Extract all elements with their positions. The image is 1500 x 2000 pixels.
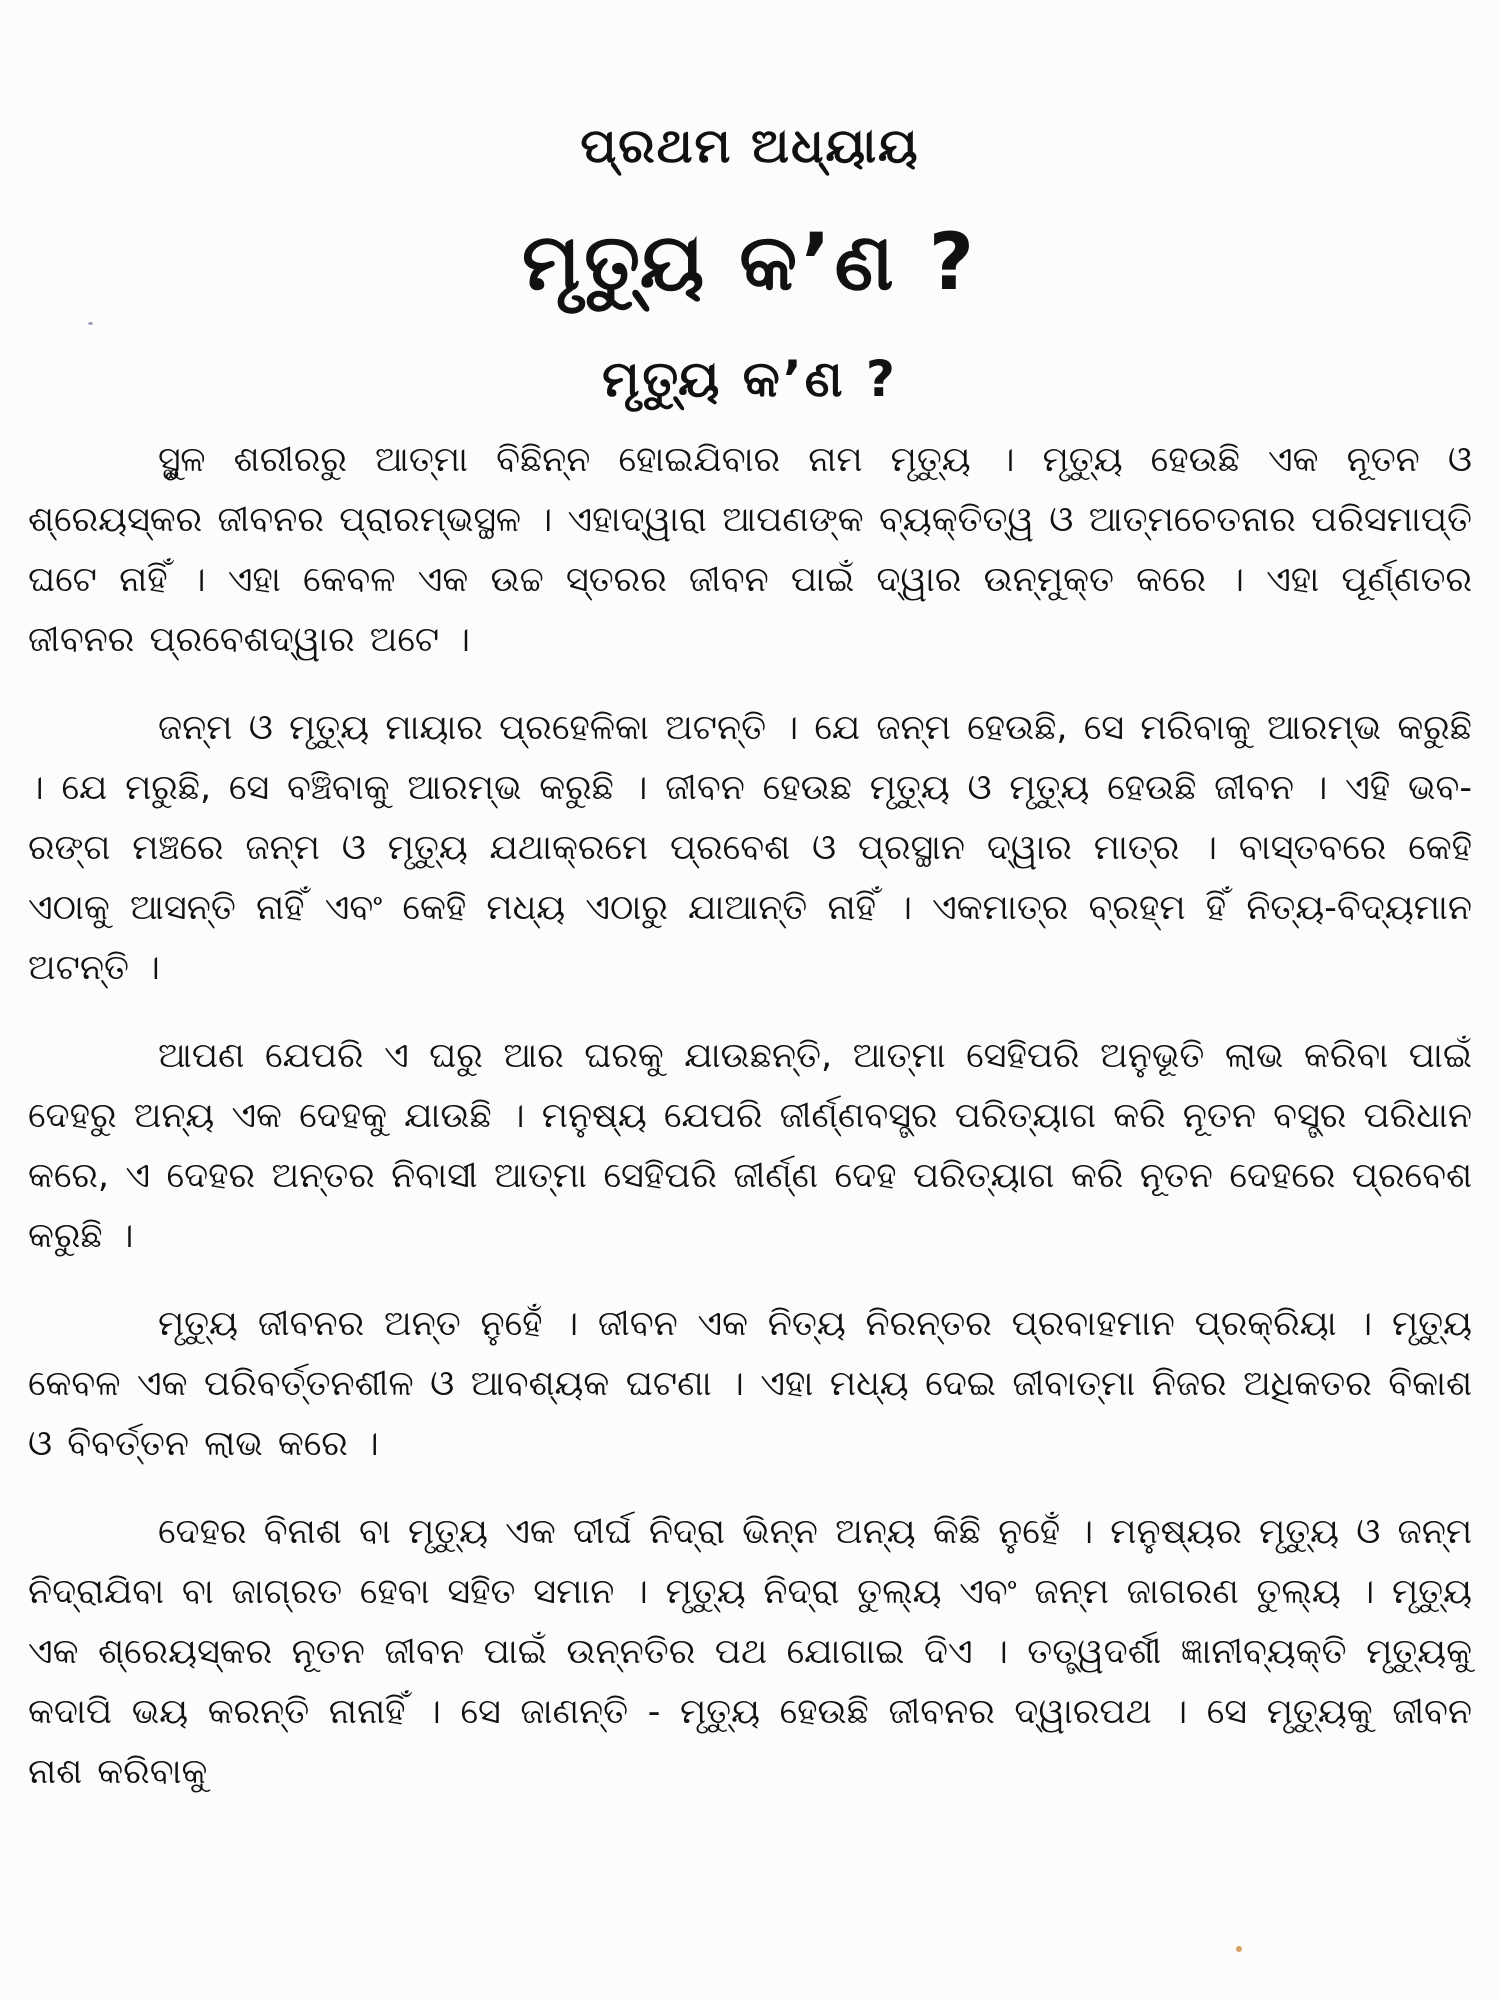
- paragraph: ସ୍ଥୁଳ ଶରୀରରୁ ଆତ୍ମା ବିଛିନ୍ନ ହୋଇଯିବାର ନାମ ମୃତ୍ୟୁ । ମୃତ୍ୟୁ ହେଉଛି ଏକ ନୂତନ ଓ ଶ୍ରେୟସ୍କର ଜୀବନର ପ୍ରାରମ୍ଭସ୍ଥଳ । ଏହାଦ୍ୱାରା ଆପଣଙ୍କ ବ୍ୟକ୍ତିତ୍ୱ ଓ ଆତ୍ମଚେତନାର ପରିସମାପ୍ତି ଘଟେ ନାହିଁ । ଏହା କେବଳ ଏକ ଉଚ୍ଚ ସ୍ତରର ଜୀବନ ପାଇଁ ଦ୍ୱାର ଉନ୍ମୁକ୍ତ କରେ । ଏହା ପୂର୍ଣ୍ଣତର ଜୀବନର ପ୍ରବେଶଦ୍ୱାର ଅଟେ ।: [28, 440, 1472, 660]
- body-text: [28, 430, 1472, 1830]
- paper-speck: [1236, 1946, 1242, 1952]
- section-title: ମୃତ୍ୟୁ କ’ଣ ?: [602, 350, 898, 408]
- paragraph: ଆପଣ ଯେପରି ଏ ଘରୁ ଆର ଘରକୁ ଯାଉଛନ୍ତି, ଆତ୍ମା ସେହିପରି ଅନୁଭୂତି ଲାଭ କରିବା ପାଇଁ ଦେହରୁ ଅନ୍ୟ ଏକ ଦେହକୁ ଯାଉଛି । ମନୁଷ୍ୟ ଯେପରି ଜୀର୍ଣ୍ଣବସ୍ତ୍ର ପରିତ୍ୟାଗ କରି ନୂତନ ବସ୍ତ୍ର ପରିଧାନ କରେ, ଏ ଦେହର ଅନ୍ତର ନିବାସୀ ଆତ୍ମା ସେହିପରି ଜୀର୍ଣ୍ଣ ଦେହ ପରିତ୍ୟାଗ କରି ନୂତନ ଦେହରେ ପ୍ରବେଶ କରୁଛି ।: [28, 1036, 1472, 1256]
- paragraph: ମୃତ୍ୟୁ ଜୀବନର ଅନ୍ତ ନୁହେଁ । ଜୀବନ ଏକ ନିତ୍ୟ ନିରନ୍ତର ପ୍ରବାହମାନ ପ୍ରକ୍ରିୟା । ମୃତ୍ୟୁ କେବଳ ଏକ ପରିବର୍ତ୍ତନଶୀଳ ଓ ଆବଶ୍ୟକ ଘଟଣା । ଏହା ମଧ୍ୟ ଦେଇ ଜୀବାତ୍ମା ନିଜର ଅଧିକତର ବିକାଶ ଓ ବିବର୍ତ୍ତନ ଲାଭ କରେ ।: [28, 1304, 1472, 1464]
- paragraph: ଜନ୍ମ ଓ ମୃତ୍ୟୁ ମାୟାର ପ୍ରହେଳିକା ଅଟନ୍ତି । ଯେ ଜନ୍ମ ହେଉଛି, ସେ ମରିବାକୁ ଆରମ୍ଭ କରୁଛି । ଯେ ମରୁଛି, ସେ ବଞ୍ଚିବାକୁ ଆରମ୍ଭ କରୁଛି । ଜୀବନ ହେଉଛ ମୃତ୍ୟୁ ଓ ମୃତ୍ୟୁ ହେଉଛି ଜୀବନ । ଏହି ଭବ-ରଙ୍ଗ ମଞ୍ଚରେ ଜନ୍ମ ଓ ମୃତ୍ୟୁ ଯଥାକ୍ରମେ ପ୍ରବେଶ ଓ ପ୍ରସ୍ଥାନ ଦ୍ୱାର ମାତ୍ର । ବାସ୍ତବରେ କେହି ଏଠାକୁ ଆସନ୍ତି ନାହିଁ ଏବଂ କେହି ମଧ୍ୟ ଏଠାରୁ ଯାଆନ୍ତି ନାହିଁ । ଏକମାତ୍ର ବ୍ରହ୍ମ ହିଁ ନିତ୍ୟ-ବିଦ୍ୟମାନ ଅଟନ୍ତି ।: [28, 708, 1472, 988]
- chapter-label: ପ୍ରଥମ ଅଧ୍ୟାୟ: [580, 118, 920, 174]
- chapter-title: ମୃତ୍ୟୁ କ’ଣ ?: [521, 218, 979, 308]
- paragraph: ଦେହର ବିନାଶ ବା ମୃତ୍ୟୁ ଏକ ଦୀର୍ଘ ନିଦ୍ରା ଭିନ୍ନ ଅନ୍ୟ କିଛି ନୁହେଁ । ମନୁଷ୍ୟର ମୃତ୍ୟୁ ଓ ଜନ୍ମ ନିଦ୍ରାଯିବା ବା ଜାଗ୍ରତ ହେବା ସହିତ ସମାନ । ମୃତ୍ୟୁ ନିଦ୍ରା ତୁଲ୍ୟ ଏବଂ ଜନ୍ମ ଜାଗରଣ ତୁଲ୍ୟ । ମୃତ୍ୟୁ ଏକ ଶ୍ରେୟସ୍କର ନୂତନ ଜୀବନ ପାଇଁ ଉନ୍ନତିର ପଥ ଯୋଗାଇ ଦିଏ । ତତ୍ତ୍ୱଦର୍ଶୀ ଜ୍ଞାନୀବ୍ୟକ୍ତି ମୃତ୍ୟୁକୁ କଦାପି ଭୟ କରନ୍ତି ନାନାହିଁ । ସେ ଜାଣନ୍ତି - ମୃତ୍ୟୁ ହେଉଛି ଜୀବନର ଦ୍ୱାରପଥ । ସେ ମୃତ୍ୟୁକୁ ଜୀବନ ନାଶ କରିବାକୁ: [28, 1512, 1472, 1792]
- paper-speck: [88, 322, 93, 325]
